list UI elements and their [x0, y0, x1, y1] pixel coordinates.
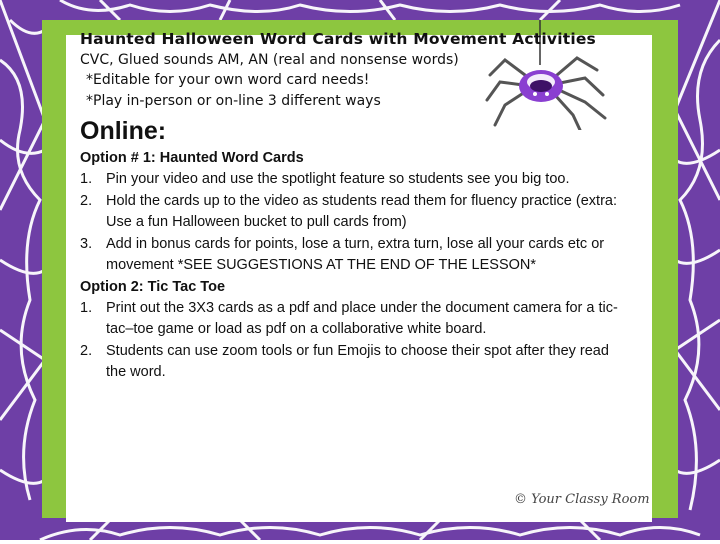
option-2-steps: [80, 298, 620, 384]
step-number: 2.: [80, 342, 93, 359]
bullet-editable: *Editable for your own word card needs!: [86, 72, 370, 88]
subtitle: CVC, Glued sounds AM, AN (real and nonsense words): [80, 52, 459, 68]
step-text: Print out the 3X3 cards as a pdf and place under the document camera for a tic-tac–toe game or load as pdf on a collaborative white board.: [106, 299, 618, 337]
step-text: Add in bonus cards for points, lose a turn, extra turn, lose all your cards etc or movement *SEE SUGGESTIONS AT THE END OF THE LESSON*: [106, 235, 605, 273]
list-item: [80, 169, 620, 191]
list-item: [80, 234, 620, 277]
step-number: 1.: [80, 171, 93, 187]
step-number: 2.: [80, 192, 93, 209]
bullet-play-ways: *Play in-person or on-line 3 different ways: [86, 93, 381, 109]
option-1-heading: Option # 1: Haunted Word Cards: [80, 150, 304, 166]
option-2-heading: Option 2: Tic Tac Toe: [80, 278, 226, 295]
page-title: Haunted Halloween Word Cards with Movement Activities: [80, 30, 596, 48]
step-text: Students can use zoom tools or fun Emojis to choose their spot after they read the word.: [106, 342, 609, 380]
step-text: Hold the cards up to the video as students read them for fluency practice (extra: Use a fun Halloween bucket to pull cards from): [106, 192, 617, 230]
list-item: [80, 341, 620, 384]
option-1-steps: [80, 169, 620, 277]
list-item: [80, 191, 620, 234]
step-number: 3.: [80, 235, 93, 252]
section-heading: Online:: [80, 117, 167, 145]
list-item: [80, 298, 620, 341]
step-number: 1.: [80, 299, 93, 316]
content-area: [80, 30, 620, 384]
signature-logo: © Your Classy Room: [514, 492, 650, 507]
step-text: Pin your video and use the spotlight feature so students see you big too.: [106, 171, 570, 187]
